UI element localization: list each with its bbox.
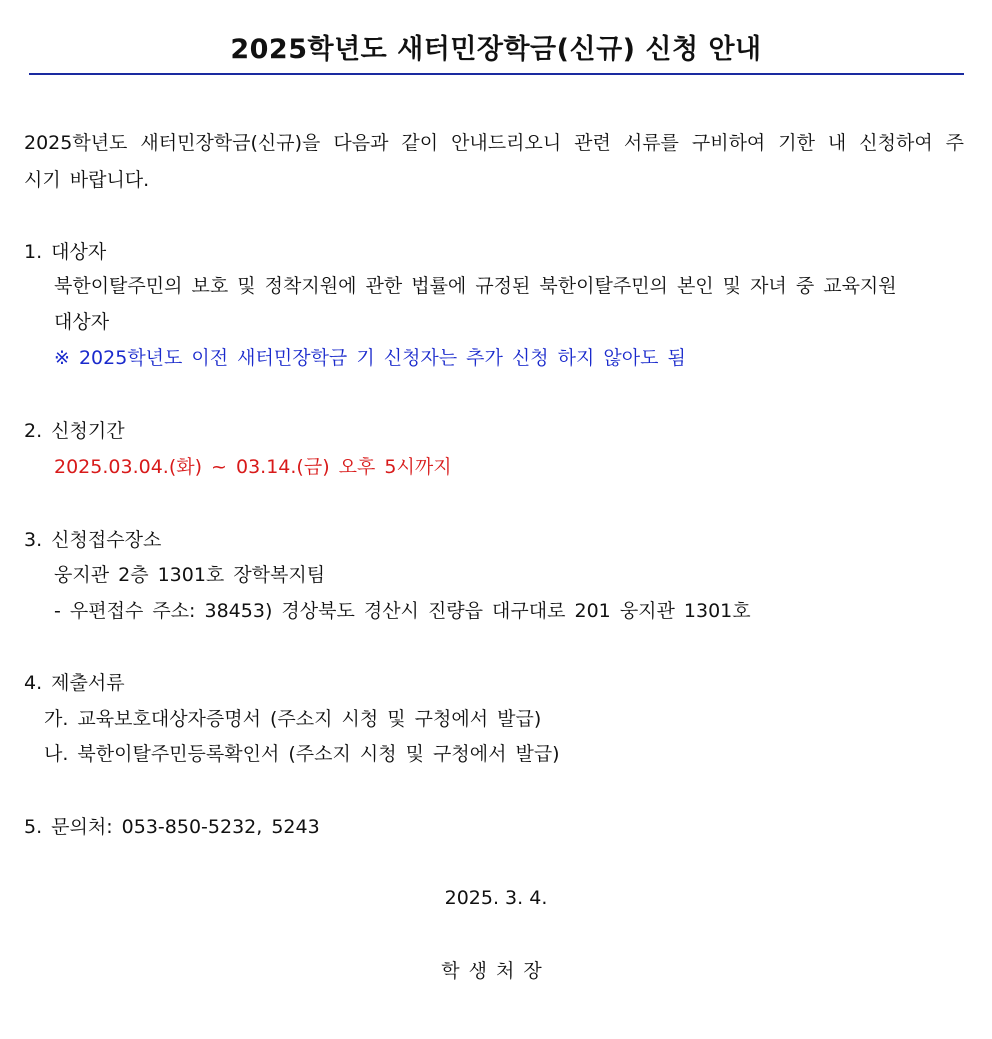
section-documents-item-b: 나. 북한이탈주민등록확인서 (주소지 시청 및 구청에서 발급)	[44, 743, 560, 765]
section-place-line-2: - 우편접수 주소: 38453) 경상북도 경산시 진량읍 대구대로 201 웅지관 1301호	[54, 600, 751, 622]
section-place-heading: 3. 신청접수장소	[24, 529, 162, 551]
title-underline	[29, 73, 964, 75]
intro-line-1: 2025학년도 새터민장학금(신규)을 다음과 같이 안내드리오니 관련 서류를 구비하여 기한 내 신청하여 주	[24, 132, 964, 154]
section-target-line-1: 북한이탈주민의 보호 및 정착지원에 관한 법률에 규정된 북한이탈주민의 본인 및 자녀 중 교육지원	[54, 275, 897, 297]
section-target-line-2: 대상자	[54, 311, 110, 333]
signature: 학생처장	[441, 960, 551, 982]
section-contact: 5. 문의처: 053-850-5232, 5243	[24, 816, 320, 838]
section-target-note: ※ 2025학년도 이전 새터민장학금 기 신청자는 추가 신청 하지 않아도 됨	[54, 347, 686, 369]
section-period-value: 2025.03.04.(화) ~ 03.14.(금) 오후 5시까지	[54, 456, 452, 478]
section-period-heading: 2. 신청기간	[24, 420, 125, 442]
document-date: 2025. 3. 4.	[444, 887, 548, 909]
section-place-line-1: 웅지관 2층 1301호 장학복지팀	[54, 564, 326, 586]
section-documents-heading: 4. 제출서류	[24, 672, 125, 694]
section-documents-item-a: 가. 교육보호대상자증명서 (주소지 시청 및 구청에서 발급)	[44, 708, 542, 730]
document-title: 2025학년도 새터민장학금(신규) 신청 안내	[230, 34, 762, 65]
section-target-heading: 1. 대상자	[24, 241, 107, 263]
intro-line-2: 시기 바랍니다.	[24, 169, 150, 191]
